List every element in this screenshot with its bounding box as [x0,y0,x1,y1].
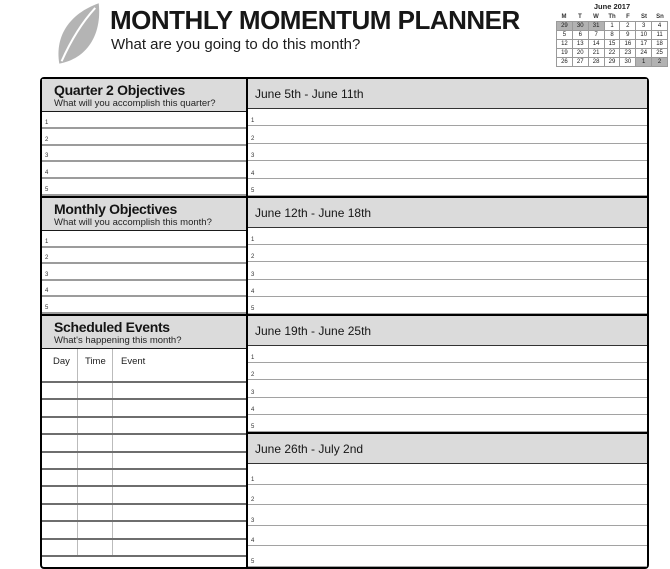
event-cell [113,400,246,415]
event-row [42,383,246,400]
calendar-day: 30 [573,22,589,31]
scheduled-events-section [42,316,246,567]
line-number: 5 [45,186,49,193]
section-subtitle: What will you accomplish this month? [54,217,212,228]
calendar-grid [556,21,668,67]
calendar-weekday: T [578,14,582,20]
line-number: 1 [45,238,49,245]
calendar-day: 7 [589,31,605,40]
line-number: 2 [251,497,255,504]
week-lines [248,346,647,432]
calendar-weekday: M [561,14,567,20]
week-lines [248,109,647,196]
calendar-day: 27 [573,58,589,67]
week-label: June 19th - June 25th [248,316,647,346]
calendar-day: 13 [573,40,589,49]
line-number: 4 [251,406,255,413]
calendar-day: 19 [557,49,573,58]
mini-calendar [556,2,668,67]
event-cell [113,435,246,450]
event-cell [78,453,113,468]
calendar-weekday-header [556,13,668,21]
event-cell [42,540,78,555]
calendar-weekday: F [626,14,630,20]
writing-line [248,179,647,196]
line-number: 5 [45,304,49,311]
writing-line [248,398,647,415]
week-label: June 26th - July 2nd [248,434,647,464]
line-number: 1 [45,119,49,126]
line-number: 5 [251,188,255,195]
event-cell [113,540,246,555]
event-cell [78,435,113,450]
line-number: 3 [251,271,255,278]
writing-line [248,526,647,547]
line-number: 1 [251,355,255,362]
event-row [42,522,246,539]
events-table [42,349,246,567]
event-cell [113,487,246,502]
calendar-weekday: Th [608,14,616,20]
calendar-day: 6 [573,31,589,40]
calendar-day: 4 [652,22,668,31]
writing-line [248,297,647,314]
writing-line [42,297,246,314]
event-cell [113,418,246,433]
events-column-time: Time [78,349,113,381]
week-section-june5-11 [248,79,647,198]
event-cell [42,383,78,398]
line-number: 4 [251,170,255,177]
event-cell [42,400,78,415]
event-row [42,540,246,557]
writing-line [248,262,647,279]
calendar-day: 23 [620,49,636,58]
page-title: MONTHLY MOMENTUM PLANNER [110,5,520,35]
line-number: 1 [251,118,255,125]
writing-line [248,346,647,363]
writing-line [248,144,647,161]
event-cell [78,522,113,537]
events-column-event: Event [121,356,146,367]
line-number: 2 [251,135,255,142]
writing-line [248,363,647,380]
writing-line [42,146,246,163]
calendar-day: 14 [589,40,605,49]
calendar-day: 29 [605,58,621,67]
calendar-day: 2 [620,22,636,31]
line-number: 4 [45,288,49,295]
calendar-day: 1 [636,58,652,67]
writing-line [248,485,647,506]
section-subtitle: What's happening this month? [54,335,182,346]
events-table-header [42,349,246,383]
line-number: 3 [251,389,255,396]
line-number: 5 [251,558,255,565]
event-cell [42,505,78,520]
writing-line [42,129,246,146]
line-number: 2 [251,254,255,261]
calendar-day: 31 [589,22,605,31]
left-column [42,79,248,567]
event-row [42,470,246,487]
calendar-day: 9 [620,31,636,40]
event-row [42,487,246,504]
writing-line [42,231,246,248]
calendar-day: 8 [605,31,621,40]
writing-line [248,464,647,485]
calendar-day: 17 [636,40,652,49]
event-cell [78,418,113,433]
event-row [42,435,246,452]
calendar-day: 1 [605,22,621,31]
page-subtitle: What are you going to do this month? [111,36,361,53]
event-cell [78,383,113,398]
writing-line [42,112,246,129]
planner-table [40,77,649,569]
calendar-month-title: June 2017 [593,2,631,11]
writing-line [42,179,246,196]
section-title: Scheduled Events [54,319,170,335]
event-cell [78,400,113,415]
calendar-day: 20 [573,49,589,58]
line-number: 2 [251,372,255,379]
line-number: 2 [45,255,49,262]
writing-line [248,161,647,178]
writing-line [248,126,647,143]
event-cell [78,540,113,555]
writing-line [248,109,647,126]
section-title: Quarter 2 Objectives [54,82,185,98]
event-cell [113,453,246,468]
event-cell [42,522,78,537]
week-section-june12-18 [248,198,647,316]
event-cell [113,470,246,485]
event-row [42,418,246,435]
calendar-day: 18 [652,40,668,49]
writing-line [248,546,647,567]
quarter-objectives-section [42,79,246,198]
writing-line [248,380,647,397]
event-cell [113,383,246,398]
writing-line [248,280,647,297]
writing-line [42,264,246,281]
week-label: June 12th - June 18th [248,198,647,228]
week-lines [248,228,647,314]
calendar-day: 21 [589,49,605,58]
writing-line [248,415,647,432]
line-number: 1 [251,237,255,244]
calendar-weekday: Sn [656,14,664,20]
line-number: 1 [251,476,255,483]
writing-line [42,248,246,265]
line-number: 2 [45,136,49,143]
event-row [42,453,246,470]
calendar-day: 24 [636,49,652,58]
week-section-june26-july2 [248,434,647,567]
events-table-body [42,383,246,557]
quarter-objectives-header [42,79,246,112]
writing-line [42,281,246,298]
event-cell [78,505,113,520]
event-cell [42,470,78,485]
line-number: 3 [251,153,255,160]
monthly-objectives-section [42,198,246,316]
calendar-day: 22 [605,49,621,58]
event-cell [42,453,78,468]
week-label: June 5th - June 11th [248,79,647,109]
calendar-day: 2 [652,58,668,67]
monthly-objectives-header [42,198,246,231]
calendar-day: 16 [620,40,636,49]
event-cell [78,470,113,485]
event-row [42,505,246,522]
line-number: 5 [251,306,255,313]
section-subtitle: What will you accomplish this quarter? [54,98,216,109]
event-cell [42,487,78,502]
line-number: 4 [251,288,255,295]
calendar-weekday: St [641,14,647,20]
leaf-logo-icon [50,2,108,66]
monthly-objectives-lines [42,231,246,314]
week-section-june19-25 [248,316,647,434]
events-column-day: Day [42,349,78,381]
right-column [248,79,647,567]
line-number: 3 [45,271,49,278]
line-number: 4 [45,170,49,177]
line-number: 4 [251,538,255,545]
calendar-day: 10 [636,31,652,40]
line-number: 3 [251,517,255,524]
week-lines [248,464,647,567]
calendar-day: 30 [620,58,636,67]
writing-line [42,162,246,179]
writing-line [248,245,647,262]
calendar-day: 5 [557,31,573,40]
writing-line [248,505,647,526]
event-cell [42,435,78,450]
quarter-objectives-lines [42,112,246,196]
calendar-day: 3 [636,22,652,31]
calendar-day: 12 [557,40,573,49]
section-title: Monthly Objectives [54,201,177,217]
event-cell [78,487,113,502]
calendar-day: 28 [589,58,605,67]
calendar-day: 15 [605,40,621,49]
line-number: 3 [45,153,49,160]
calendar-day: 11 [652,31,668,40]
calendar-day: 26 [557,58,573,67]
event-cell [42,418,78,433]
calendar-day: 29 [557,22,573,31]
calendar-weekday: W [593,14,599,20]
scheduled-events-header [42,316,246,349]
event-row [42,400,246,417]
event-cell [113,505,246,520]
writing-line [248,228,647,245]
event-cell [113,522,246,537]
calendar-day: 25 [652,49,668,58]
line-number: 5 [251,424,255,431]
